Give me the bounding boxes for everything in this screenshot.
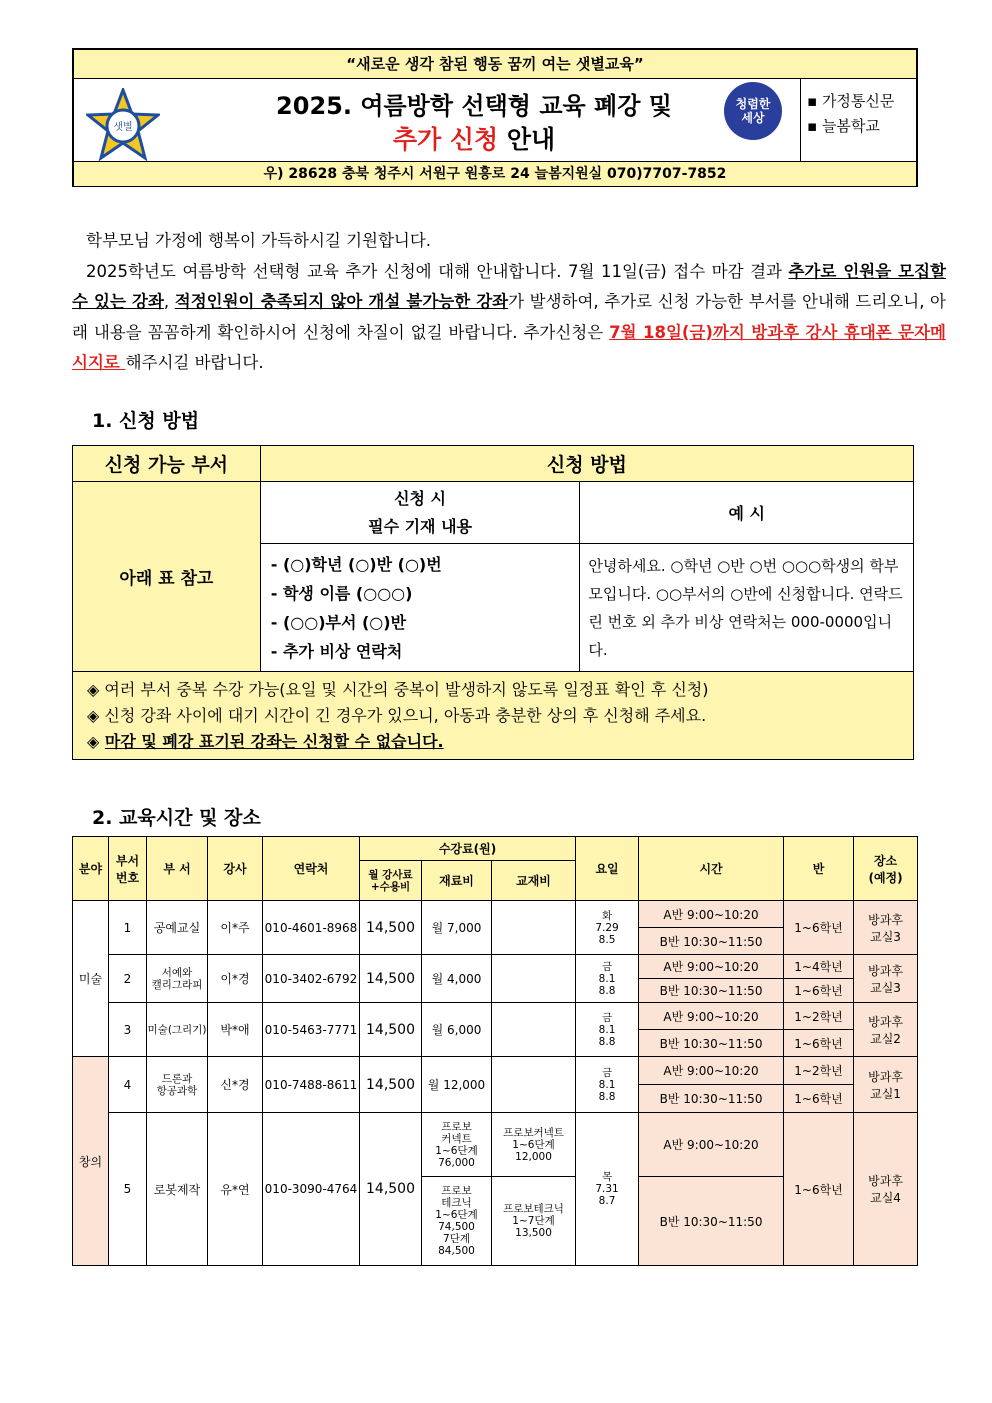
row-material: 프로보 테크닉 1~6단계 74,500 7단계 84,500 <box>422 1177 492 1266</box>
row-book: 프로보테크닉 1~7단계 13,500 <box>492 1177 576 1266</box>
section2-title: 2. 교육시간 및 장소 <box>92 807 261 829</box>
row-contact: 010-4601-8968 <box>263 901 360 955</box>
h-field: 분야 <box>73 837 109 901</box>
underlined-phrase: 추가로 인원을 모집할 수 있는 강좌 <box>72 261 946 311</box>
h-book: 교재비 <box>492 861 576 901</box>
row-book <box>492 1003 576 1057</box>
example-header: 예 시 <box>580 482 914 544</box>
application-method-table <box>72 445 914 760</box>
row-classA: 1~4학년 <box>784 955 854 979</box>
row-fee: 14,500 <box>360 901 422 955</box>
row-classA: 1~2학년 <box>784 1057 854 1085</box>
row-num: 1 <box>109 901 147 955</box>
integrity-logo <box>724 82 782 140</box>
row-day: 금 8.1 8.8 <box>576 1057 639 1113</box>
row-teacher: 신*경 <box>208 1057 263 1113</box>
row-dept: 로봇제작 <box>147 1113 208 1266</box>
school-motto: “새로운 생각 참된 행동 꿈끼 여는 샛별교육” <box>74 50 916 79</box>
title-line1: 2025. 여름방학 선택형 교육 폐강 및 <box>276 92 672 120</box>
title-red: 추가 신청 <box>392 125 499 154</box>
row-num: 4 <box>109 1057 147 1113</box>
h-num: 부서 번호 <box>109 837 147 901</box>
row-classB: 1~6학년 <box>784 1085 854 1113</box>
row-classB: 1~6학년 <box>784 979 854 1003</box>
required-item: - (○○)부서 (○)반 <box>270 612 407 632</box>
row-place: 방과후 교실1 <box>854 1057 918 1113</box>
row-timeA: A반 9:00~10:20 <box>639 1003 784 1030</box>
row-timeB: B반 10:30~11:50 <box>639 928 784 955</box>
row-teacher: 이*주 <box>208 901 263 955</box>
row-day: 목 7.31 8.7 <box>576 1113 639 1266</box>
required-item: - 학생 이름 (○○○) <box>270 583 413 603</box>
address-bar: 우) 28628 충북 청주시 서원구 원흥로 24 늘봄지원실 070)7707-7852 <box>74 161 916 186</box>
field-creative: 창의 <box>73 1057 109 1266</box>
greeting: 학부모님 가정에 행복이 가득하시길 기원합니다. <box>86 231 432 250</box>
row-teacher: 박*애 <box>208 1003 263 1057</box>
row-place: 방과후 교실3 <box>854 901 918 955</box>
row-timeA: A반 9:00~10:20 <box>639 1113 784 1177</box>
row-place: 방과후 교실4 <box>854 1113 918 1266</box>
row-dept: 서예와 캘리그라피 <box>147 955 208 1003</box>
required-item: - 추가 비상 연락처 <box>270 641 403 661</box>
h-material: 재료비 <box>422 861 492 901</box>
h-teacher: 강사 <box>208 837 263 901</box>
row-book <box>492 955 576 1003</box>
row-dept: 드론과 항공과학 <box>147 1057 208 1113</box>
schedule-table <box>72 836 918 1266</box>
deadline-text: 7월 18일(금)까지 방과후 강사 휴대폰 문자메시지로 <box>72 322 946 372</box>
row-dept: 공예교실 <box>147 901 208 955</box>
row-fee: 14,500 <box>360 1003 422 1057</box>
required-item: - (○)학년 (○)반 (○)번 <box>270 554 442 574</box>
row-contact: 010-7488-8611 <box>263 1057 360 1113</box>
row-timeB: B반 10:30~11:50 <box>639 1085 784 1113</box>
h-fee-month: 월 강사료 +수용비 <box>360 861 422 901</box>
school-logo <box>86 88 160 162</box>
section1-title: 1. 신청 방법 <box>92 410 200 432</box>
row-fee: 14,500 <box>360 955 422 1003</box>
h-fee: 수강료(원) <box>360 837 576 861</box>
h-contact: 연락처 <box>263 837 360 901</box>
doc-type-item: ▪ 늘봄학교 <box>807 117 880 135</box>
row-day: 화 7.29 8.5 <box>576 901 639 955</box>
row-timeB: B반 10:30~11:50 <box>639 1177 784 1266</box>
doc-type-box <box>800 78 917 162</box>
intro-paragraph: 2025학년도 여름방학 선택형 교육 추가 신청에 대해 안내합니다. 7월 11일(금) 접수 마감 결과 추가로 인원을 모집할 수 있는 강좌, 적정인원이 충족되지 않아 개설 불가능한 강좌가 발생하여, 추가로 신청 가능한 부서를 안내해 드리오니, 아래 내용을 꼼꼼하게 확인하시어 신청에 차질이 없길 바랍니다. 추가신청은 7월 18일(금)까지 방과후 강사 휴대폰 문자메시지로 해주시길 바랍니다. <box>72 261 946 372</box>
row-timeA: A반 9:00~10:20 <box>639 901 784 928</box>
row-book: 프로보커넥트 1~6단계 12,000 <box>492 1113 576 1177</box>
note-closed: ◈ 마감 및 폐강 표기된 강좌는 신청할 수 없습니다. <box>87 731 444 751</box>
header-method: 신청 방법 <box>260 446 913 482</box>
header-dept: 신청 가능 부서 <box>73 446 261 482</box>
note: ◈ 신청 강좌 사이에 대기 시간이 긴 경우가 있으니, 아동과 충분한 상의 후 신청해 주세요. <box>87 705 707 725</box>
row-material: 월 12,000 <box>422 1057 492 1113</box>
required-items <box>260 544 580 672</box>
notes-box <box>73 672 914 760</box>
row-material: 월 6,000 <box>422 1003 492 1057</box>
row-dept: 미술(그리기) <box>147 1003 208 1057</box>
dept-cell: 아래 표 참고 <box>73 482 261 672</box>
row-place: 방과후 교실3 <box>854 955 918 1003</box>
note: ◈ 여러 부서 중복 수강 가능(요일 및 시간의 중복이 발생하지 않도록 일정표 확인 후 신청) <box>87 679 709 699</box>
title-black: 안내 <box>506 125 556 154</box>
row-fee: 14,500 <box>360 1057 422 1113</box>
integrity-logo-text: 청렴한 세상 <box>735 97 771 125</box>
intro-text <box>72 226 946 379</box>
row-timeA: A반 9:00~10:20 <box>639 1057 784 1085</box>
underlined-phrase: 적정인원이 충족되지 않아 개설 불가능한 강좌 <box>174 292 509 311</box>
logo-text: 샛별 <box>113 122 133 133</box>
row-classA: 1~2학년 <box>784 1003 854 1030</box>
h-class: 반 <box>784 837 854 901</box>
h-day: 요일 <box>576 837 639 901</box>
doc-type-item: ▪ 가정통신문 <box>807 92 895 110</box>
row-material: 프로보 커넥트 1~6단계 76,000 <box>422 1113 492 1177</box>
row-book <box>492 1057 576 1113</box>
row-timeB: B반 10:30~11:50 <box>639 1030 784 1057</box>
field-art: 미술 <box>73 901 109 1057</box>
row-fee: 14,500 <box>360 1113 422 1266</box>
h-place: 장소 (예정) <box>854 837 918 901</box>
row-teacher: 이*경 <box>208 955 263 1003</box>
h-dept: 부 서 <box>147 837 208 901</box>
row-num: 3 <box>109 1003 147 1057</box>
row-num: 2 <box>109 955 147 1003</box>
letter-header <box>72 48 918 187</box>
row-classB: 1~6학년 <box>784 1030 854 1057</box>
example-text: 안녕하세요. ○학년 ○반 ○번 ○○○학생의 학부모입니다. ○○부서의 ○반에 신청합니다. 연락드린 번호 외 추가 비상 연락처는 000-0000입니다. <box>580 544 914 672</box>
row-contact: 010-3402-6792 <box>263 955 360 1003</box>
h-time: 시간 <box>639 837 784 901</box>
required-header: 신청 시 필수 기재 내용 <box>260 482 580 544</box>
row-num: 5 <box>109 1113 147 1266</box>
row-teacher: 유*연 <box>208 1113 263 1266</box>
row-material: 월 7,000 <box>422 901 492 955</box>
row-timeA: A반 9:00~10:20 <box>639 955 784 979</box>
row-classA: 1~6학년 <box>784 901 854 955</box>
row-contact: 010-3090-4764 <box>263 1113 360 1266</box>
row-contact: 010-5463-7771 <box>263 1003 360 1057</box>
row-timeB: B반 10:30~11:50 <box>639 979 784 1003</box>
title-line2 <box>194 120 754 156</box>
row-day: 금 8.1 8.8 <box>576 1003 639 1057</box>
row-place: 방과후 교실2 <box>854 1003 918 1057</box>
row-classA: 1~6학년 <box>784 1113 854 1266</box>
row-book <box>492 901 576 955</box>
row-day: 금 8.1 8.8 <box>576 955 639 1003</box>
row-material: 월 4,000 <box>422 955 492 1003</box>
